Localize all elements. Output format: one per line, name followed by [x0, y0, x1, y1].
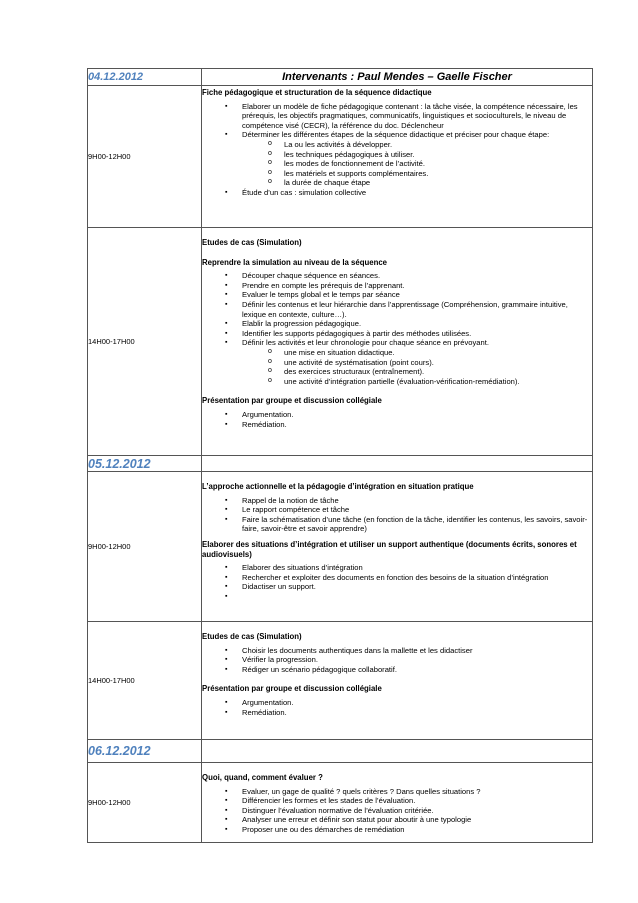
- day-header-row: [88, 69, 593, 86]
- list-item: ▪ Différencier les formes et les stades de l’évaluation.: [202, 796, 592, 806]
- empty-cell: [202, 740, 593, 763]
- section-heading: Fiche pédagogique et structuration de la séquence didactique: [202, 88, 432, 97]
- list-item: [202, 592, 592, 602]
- bullet-list: [202, 496, 592, 534]
- empty-cell: [202, 456, 593, 472]
- section-heading: Présentation par groupe et discussion collégiale: [202, 396, 382, 406]
- session-time: 9H00-12H00: [88, 86, 202, 228]
- list-item: ▪ Didactiser un support.: [202, 582, 592, 592]
- list-item: ▪ Prendre en compte les prérequis de l’apprenant.: [202, 281, 592, 291]
- list-item: ▪ Elaborer des situations d’intégration: [202, 563, 592, 573]
- list-item: ▪ Elaborer un modèle de fiche pédagogique contenant : la tâche visée, la compétence nécessaire, les prérequis, les objectifs pragmatiques, communicatifs, linguistiques et socioculturels, le niveau de compétence visé (CECR), la référence du doc. Déclencheur: [202, 102, 592, 131]
- list-item: ▪ Le rapport compétence et tâche: [202, 505, 592, 515]
- list-item: ▪ Identifier les supports pédagogiques à partir des méthodes utilisées.: [202, 329, 592, 339]
- sub-bullet-list: [202, 140, 592, 188]
- session-row: [88, 763, 593, 843]
- session-row: [88, 472, 593, 622]
- list-item: ▪ Découper chaque séquence en séances.: [202, 271, 592, 281]
- sub-list-item: o une mise en situation didactique.: [202, 348, 592, 358]
- session-content: [202, 86, 593, 228]
- day-header-row: [88, 456, 593, 472]
- section-heading: Etudes de cas (Simulation): [202, 238, 302, 247]
- list-item: ▪ Remédiation.: [202, 420, 592, 430]
- bullet-list: [202, 787, 592, 835]
- session-content: [202, 228, 593, 456]
- day-date: 06.12.2012: [88, 740, 202, 763]
- list-item-text: Déterminer les différentes étapes de la séquence didactique et préciser pour chaque étape:: [242, 130, 550, 140]
- list-item: ▪ Elablir la progression pédagogique.: [202, 319, 592, 329]
- session-content: [202, 472, 593, 622]
- session-row: [88, 86, 593, 228]
- list-item: ▪ Rechercher et exploiter des documents en fonction des besoins de la situation d’intégration: [202, 573, 592, 583]
- list-item: ▪ Rappel de la notion de tâche: [202, 496, 592, 506]
- list-item: [202, 338, 592, 386]
- sub-list-item: o des exercices structuraux (entraînement).: [202, 367, 592, 377]
- section-heading: Etudes de cas (Simulation): [202, 632, 302, 641]
- day-header-row: [88, 740, 593, 763]
- sub-list-item: o La ou les activités à développer.: [202, 140, 592, 150]
- sub-list-item: o les techniques pédagogiques à utiliser.: [202, 150, 592, 160]
- intervenants-label: Intervenants : Paul Mendes – Gaelle Fischer: [202, 69, 593, 86]
- day-date: 04.12.2012: [88, 69, 202, 86]
- sub-list-item: o les modes de fonctionnement de l’activité.: [202, 159, 592, 169]
- list-item: ▪ Argumentation.: [202, 410, 592, 420]
- list-item: [202, 130, 592, 188]
- list-item: ▪ Distinguer l’évaluation normative de l’évaluation critériée.: [202, 806, 592, 816]
- session-time: 14H00-17H00: [88, 228, 202, 456]
- section-heading: Quoi, quand, comment évaluer ?: [202, 773, 323, 782]
- section-heading: Elaborer des situations d’intégration et utiliser un support authentique (documents écrits, sonores et audiovisuels): [202, 539, 577, 559]
- day-date: 05.12.2012: [88, 456, 202, 472]
- session-time: 9H00-12H00: [88, 472, 202, 622]
- session-row: [88, 622, 593, 740]
- list-item: ▪ Faire la schématisation d’une tâche (en fonction de la tâche, identifier les contenus, les savoirs, savoir-faire, savoir-être et savoir apprendre): [202, 515, 592, 534]
- sub-list-item: o les matériels et supports complémentaires.: [202, 169, 592, 179]
- sub-bullet-list: [202, 348, 592, 386]
- bullet-list: [202, 698, 592, 717]
- session-content: [202, 763, 593, 843]
- session-time: 9H00-12H00: [88, 763, 202, 843]
- list-item: ▪ Evaluer le temps global et le temps par séance: [202, 290, 592, 300]
- bullet-list: [202, 646, 592, 675]
- list-item-text: Définir les activités et leur chronologie pour chaque séance en prévoyant.: [242, 338, 489, 348]
- session-row: [88, 228, 593, 456]
- bullet-list: [202, 563, 592, 602]
- list-item: ▪ Argumentation.: [202, 698, 592, 708]
- bullet-list: [202, 102, 592, 198]
- list-item: ▪ Proposer une ou des démarches de remédiation: [202, 825, 592, 835]
- section-heading: L’approche actionnelle et la pédagogie d’intégration en situation pratique: [202, 482, 474, 491]
- sub-list-item: o une activité de systématisation (point cours).: [202, 358, 592, 368]
- list-item: ▪ Analyser une erreur et définir son statut pour aboutir à une typologie: [202, 815, 592, 825]
- section-heading: Reprendre la simulation au niveau de la séquence: [202, 257, 388, 267]
- session-time: 14H00-17H00: [88, 622, 202, 740]
- list-item: ▪ Vérifier la progression.: [202, 655, 592, 665]
- list-item: ▪ Choisir les documents authentiques dans la mallette et les didactiser: [202, 646, 592, 656]
- list-item: ▪ Rédiger un scénario pédagogique collaboratif.: [202, 665, 592, 675]
- bullet-list: [202, 410, 592, 429]
- bullet-list: [202, 271, 592, 386]
- list-item: ▪ Evaluer, un gage de qualité ? quels critères ? Dans quelles situations ?: [202, 787, 592, 797]
- sub-list-item: o une activité d’intégration partielle (évaluation-vérification-remédiation).: [202, 377, 592, 387]
- schedule-table: [87, 68, 593, 843]
- list-item: ▪ Remédiation.: [202, 708, 592, 718]
- section-heading: Présentation par groupe et discussion collégiale: [202, 684, 382, 694]
- session-content: [202, 622, 593, 740]
- list-item: ▪ Étude d’un cas : simulation collective: [202, 188, 592, 198]
- sub-list-item: o la durée de chaque étape: [202, 178, 592, 188]
- list-item: ▪ Définir les contenus et leur hiérarchie dans l’apprentissage (Compréhension, grammaire intuitive, lexique en contexte, culture…).: [202, 300, 592, 319]
